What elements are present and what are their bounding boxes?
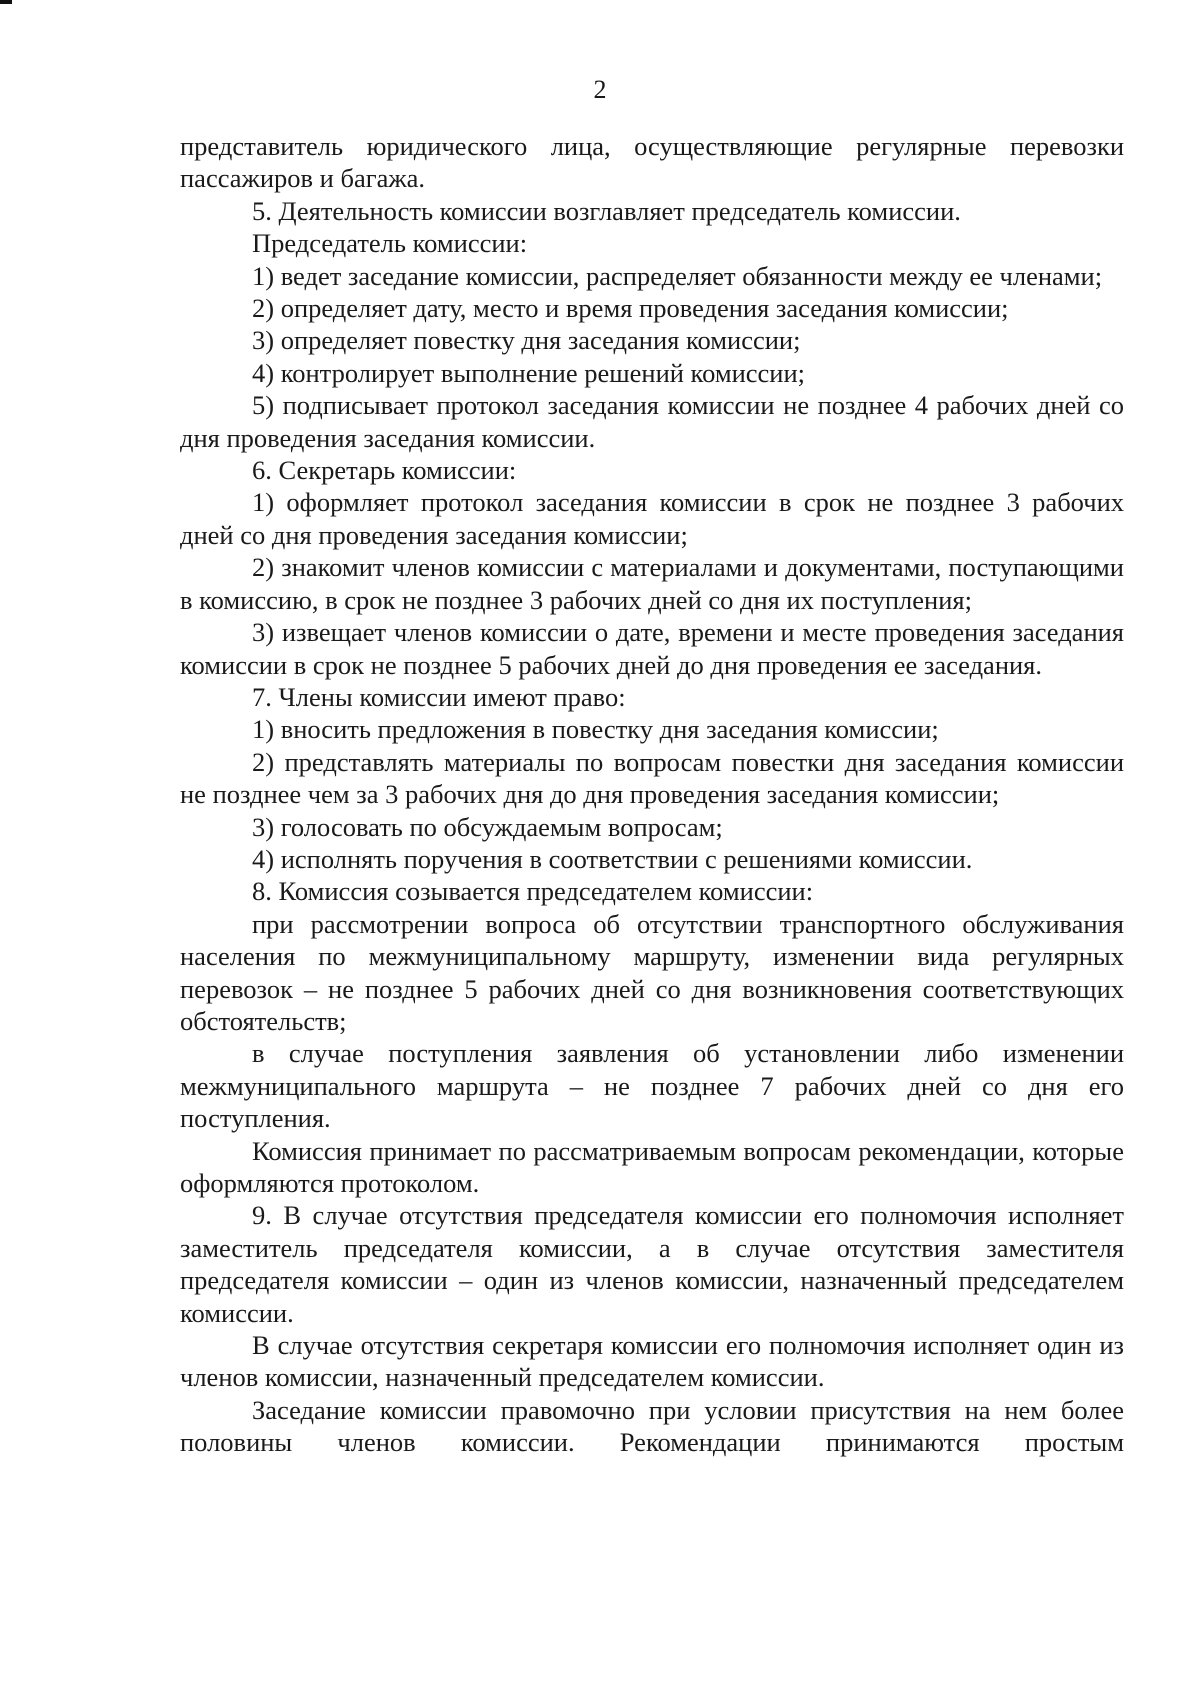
paragraph-convening-case-2: в случае поступления заявления об установлении либо изменении межмуниципального маршрута – не позднее 7 рабочих дней со дня его поступления. bbox=[180, 1038, 1124, 1134]
paragraph-member-right-3: 3) голосовать по обсуждаемым вопросам; bbox=[252, 811, 723, 842]
paragraph-chair-duty-4: 4) контролирует выполнение решений комиссии; bbox=[252, 357, 806, 388]
paragraph-chair-duty-5: 5) подписывает протокол заседания комиссии не позднее 4 рабочих дней со дня проведения заседания комиссии. bbox=[180, 390, 1124, 453]
paragraph-item-9: 9. В случае отсутствия председателя комиссии его полномочия исполняет заместитель председателя комиссии, а в случае отсутствия заместителя председателя комиссии – один из членов комиссии, назначенный председателем комиссии. bbox=[180, 1200, 1124, 1328]
paragraph-chair-heading: Председатель комиссии: bbox=[252, 228, 528, 259]
paragraph-recommendations: Комиссия принимает по рассматриваемым вопросам рекомендации, которые оформляются протоколом. bbox=[180, 1135, 1124, 1198]
paragraph-secretary-duty-2: 2) знакомит членов комиссии с материалами и документами, поступающими в комиссию, в срок не позднее 3 рабочих дней со дня их поступления; bbox=[180, 552, 1124, 615]
paragraph-continuation: представитель юридического лица, осуществляющие регулярные перевозки пассажиров и багажа. bbox=[180, 131, 1124, 194]
paragraph-chair-duty-1: 1) ведет заседание комиссии, распределяет обязанности между ее членами; bbox=[252, 260, 1103, 291]
paragraph-item-8: 8. Комиссия созывается председателем комиссии: bbox=[252, 876, 814, 907]
paragraph-item-6: 6. Секретарь комиссии: bbox=[252, 455, 517, 486]
paragraph-member-right-4: 4) исполнять поручения в соответствии с решениями комиссии. bbox=[252, 843, 973, 874]
page-number: 2 bbox=[593, 75, 607, 104]
paragraph-quorum: Заседание комиссии правомочно при условии присутствия на нем более половины членов комиссии. Рекомендации принимаются простым bbox=[180, 1394, 1124, 1458]
document-body bbox=[180, 130, 1124, 1459]
paragraph-member-right-2: 2) представлять материалы по вопросам повестки дня заседания комиссии не позднее чем за 3 рабочих дня до дня проведения заседания комиссии; bbox=[180, 746, 1124, 810]
paragraph-secretary-duty-1: 1) оформляет протокол заседания комиссии в срок не позднее 3 рабочих дней со дня проведения заседания комиссии; bbox=[180, 487, 1124, 550]
paragraph-secretary-duty-3: 3) извещает членов комиссии о дате, времени и месте проведения заседания комиссии в срок не позднее 5 рабочих дней до дня проведения ее заседания. bbox=[180, 617, 1124, 680]
paragraph-item-7: 7. Члены комиссии имеют право: bbox=[252, 681, 626, 712]
paragraph-member-right-1: 1) вносить предложения в повестку дня заседания комиссии; bbox=[252, 714, 939, 745]
paragraph-item-5: 5. Деятельность комиссии возглавляет председатель комиссии. bbox=[252, 195, 961, 226]
paragraph-chair-duty-3: 3) определяет повестку дня заседания комиссии; bbox=[252, 325, 801, 356]
scan-corner-mark bbox=[0, 0, 12, 4]
paragraph-convening-case-1: при рассмотрении вопроса об отсутствии транспортного обслуживания населения по межмуниципальному маршруту, изменении вида регулярных перевозок – не позднее 5 рабочих дней со дня возникновения соответствующих обстоятельств; bbox=[180, 908, 1124, 1036]
paragraph-secretary-absence: В случае отсутствия секретаря комиссии его полномочия исполняет один из членов комиссии, назначенный председателем комиссии. bbox=[180, 1330, 1124, 1393]
paragraph-chair-duty-2: 2) определяет дату, место и время проведения заседания комиссии; bbox=[252, 293, 1009, 324]
